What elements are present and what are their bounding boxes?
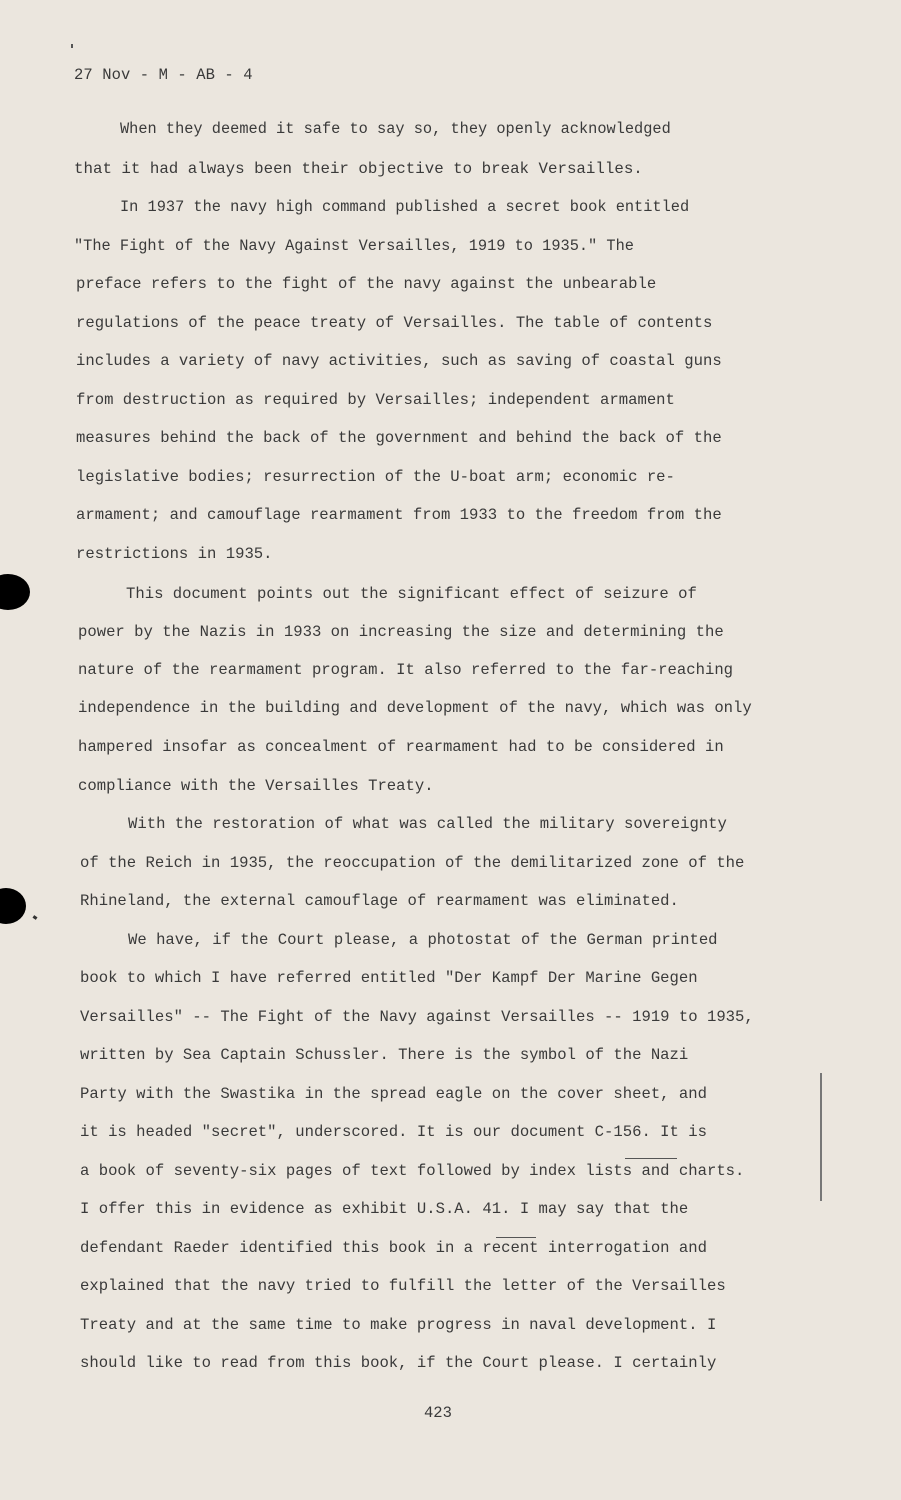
text-line: Rhineland, the external camouflage of rearmament was eliminated.	[80, 892, 679, 910]
text-line: from destruction as required by Versailles; independent armament	[76, 391, 675, 409]
text-line: Treaty and at the same time to make progress in naval development. I	[80, 1316, 717, 1334]
handwritten-underline	[496, 1237, 536, 1238]
text-line: When they deemed it safe to say so, they openly acknowledged	[120, 120, 671, 138]
text-line: defendant Raeder identified this book in a recent interrogation and	[80, 1239, 707, 1257]
text-line: Versailles" -- The Fight of the Navy against Versailles -- 1919 to 1935,	[80, 1008, 754, 1026]
text-line: We have, if the Court please, a photostat of the German printed	[128, 931, 718, 949]
text-line: This document points out the significant effect of seizure of	[126, 585, 697, 603]
text-line: "The Fight of the Navy Against Versailles, 1919 to 1935." The	[74, 237, 634, 255]
text-line: Party with the Swastika in the spread eagle on the cover sheet, and	[80, 1085, 707, 1103]
text-line: With the restoration of what was called the military sovereignty	[128, 815, 727, 833]
text-line: restrictions in 1935.	[76, 545, 273, 563]
handwritten-underline	[625, 1158, 677, 1159]
ink-dot	[71, 44, 73, 48]
punch-hole	[0, 574, 30, 610]
page-number: 423	[424, 1404, 452, 1422]
text-line: a book of seventy-six pages of text followed by index lists and charts.	[80, 1162, 745, 1180]
text-line: it is headed "secret", underscored. It is our document C-156. It is	[80, 1123, 707, 1141]
margin-pencil-line	[820, 1073, 822, 1201]
text-line: preface refers to the fight of the navy against the unbearable	[76, 275, 657, 293]
text-line: regulations of the peace treaty of Versailles. The table of contents	[76, 314, 713, 332]
text-line: legislative bodies; resurrection of the U-boat arm; economic re-	[76, 468, 675, 486]
text-line: I offer this in evidence as exhibit U.S.A. 41. I may say that the	[80, 1200, 689, 1218]
text-line: hampered insofar as concealment of rearmament had to be considered in	[78, 738, 724, 756]
text-line: of the Reich in 1935, the reoccupation of the demilitarized zone of the	[80, 854, 745, 872]
text-line: should like to read from this book, if the Court please. I certainly	[80, 1354, 717, 1372]
text-line: power by the Nazis in 1933 on increasing the size and determining the	[78, 623, 724, 641]
text-line: explained that the navy tried to fulfill the letter of the Versailles	[80, 1277, 726, 1295]
punch-hole	[0, 888, 26, 924]
text-line: armament; and camouflage rearmament from 1933 to the freedom from the	[76, 506, 722, 524]
text-line: includes a variety of navy activities, such as saving of coastal guns	[76, 352, 722, 370]
text-line: independence in the building and development of the navy, which was only	[78, 699, 752, 717]
text-line: measures behind the back of the government and behind the back of the	[76, 429, 722, 447]
page-header: 27 Nov - M - AB - 4	[74, 66, 253, 84]
text-line: that it had always been their objective to break Versailles.	[74, 160, 643, 178]
text-line: In 1937 the navy high command published a secret book entitled	[120, 198, 690, 216]
ink-mark	[33, 915, 38, 920]
text-line: written by Sea Captain Schussler. There is the symbol of the Nazi	[80, 1046, 689, 1064]
text-line: nature of the rearmament program. It also referred to the far-reaching	[78, 661, 734, 679]
text-line: book to which I have referred entitled "Der Kampf Der Marine Gegen	[80, 969, 698, 987]
text-line: compliance with the Versailles Treaty.	[78, 777, 434, 795]
